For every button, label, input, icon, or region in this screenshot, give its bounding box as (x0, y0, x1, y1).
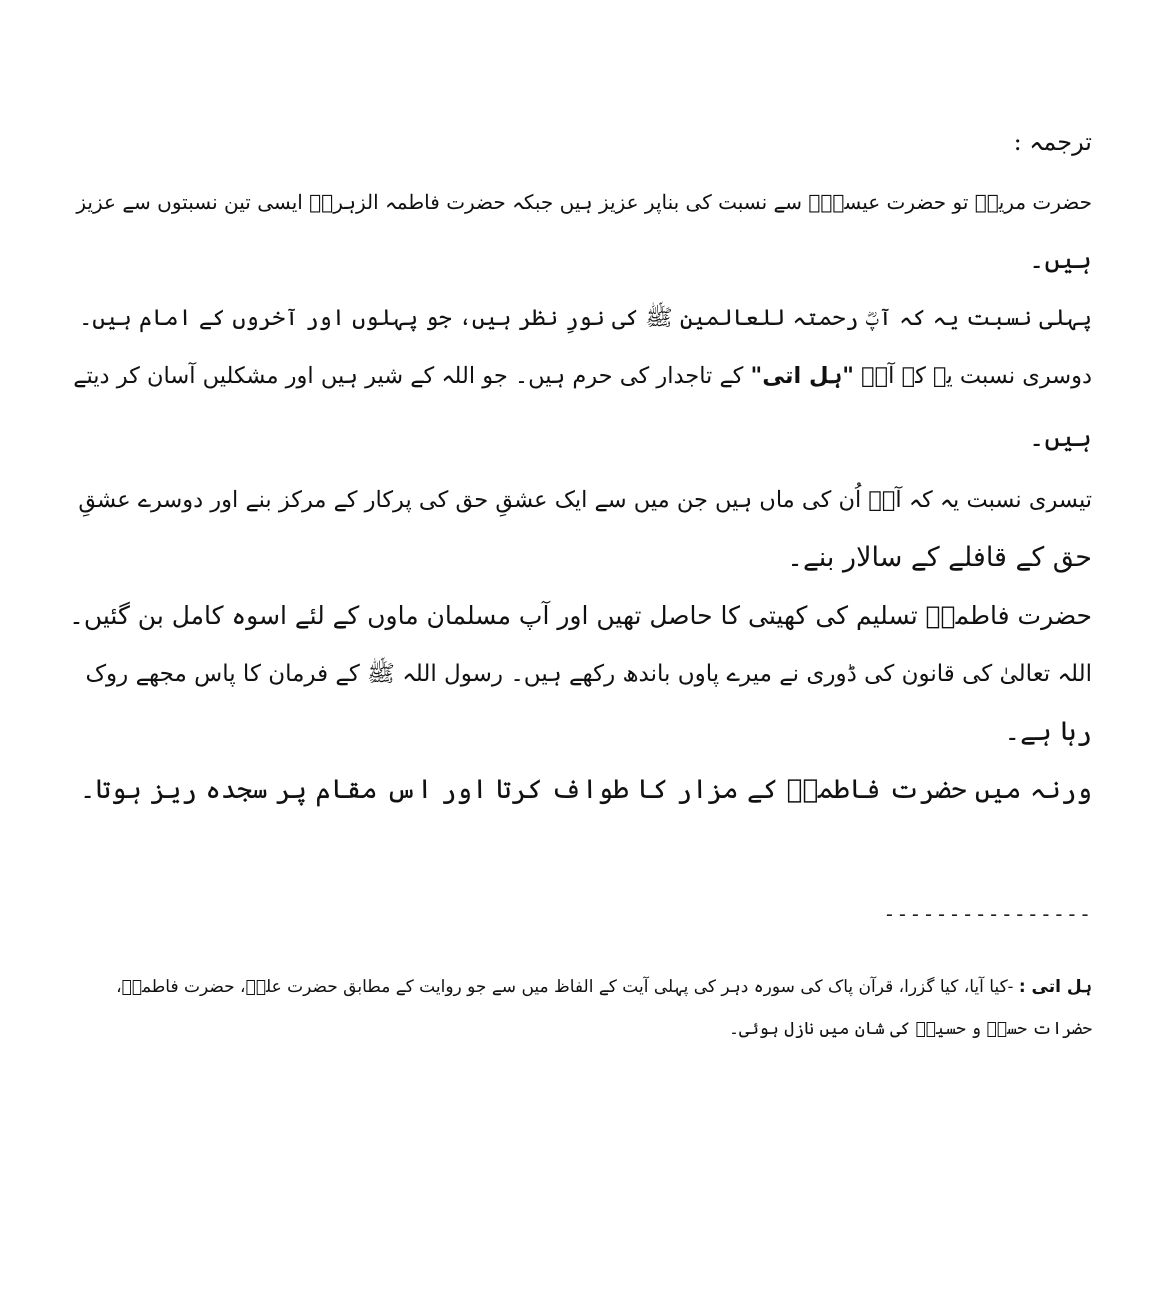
paragraph-line-8: حضرت فاطمہؓ تسلیم کی کھیتی کا حاصل تھیں اور آپ مسلمان ماوں کے لئے اسوہ کامل بن گئیں۔ (69, 601, 1092, 630)
footnote-line-1 (66, 972, 1092, 1002)
paragraph-line-3: پہلی نسبت یہ کہ آپؓ رحمتہ للعالمین ﷺ کی نورِ نظر ہیں، جو پہلوں اور آخروں کے امام ہیں۔ (79, 305, 1092, 331)
paragraph-line-4 (66, 356, 1092, 396)
document-page (66, 0, 1092, 1308)
footnote-divider: ---------------- (883, 902, 1092, 926)
translation-heading: ترجمہ : (1013, 128, 1092, 156)
footnote-term: ہل اتی : (1018, 977, 1092, 997)
paragraph-line-7: حق کے قافلے کے سالار بنے۔ (787, 542, 1092, 573)
paragraph-line-1: حضرت مریمؑ تو حضرت عیسیٰؑ سے نسبت کی بناپر عزیز ہیں جبکہ حضرت فاطمہ الزہرہؓ ایسی تین نسبتوں سے عزیز (76, 190, 1092, 214)
paragraph-line-9: اللہ تعالیٰ کی قانون کی ڈوری نے میرے پاوں باندھ رکھے ہیں۔ رسول اللہ ﷺ کے فرمان کا پاس مجھے روک (85, 661, 1092, 687)
footnote-line-2: حضرات حسنؑ و حسینؑ کی شان میں نازل ہوئی۔ (729, 1019, 1092, 1039)
paragraph-line-2: ہیں۔ (1028, 244, 1092, 275)
paragraph-line-5: ہیں۔ (1028, 422, 1092, 453)
line-4-suffix: کے تاجدار کی حرم ہیں۔ جو اللہ کے شیر ہیں اور مشکلیں آسان کر دیتے (73, 363, 744, 389)
paragraph-line-6: تیسری نسبت یہ کہ آپؓ اُن کی ماں ہیں جن میں سے ایک عشقِ حق کی پرکار کے مرکز بنے اور دوسرے عشقِ (78, 487, 1092, 513)
footnote-line-1-text: -کیا آیا، کیا گزرا، قرآن پاک کی سورہ دہر کی پہلی آیت کے الفاظ میں سے جو روایت کے مطابق حضرت علیؑ، حضرت فاطمہؓ، (116, 977, 1014, 997)
hal-ata-term: "ہل اتی" (750, 363, 855, 389)
line-4-prefix: دوسری نسبت یہ کہ آپؓ (861, 363, 1092, 389)
paragraph-line-11: ورنہ میں حضرت فاطمہؓ کے مزار کا طواف کرتا اور اس مقام پر سجدہ ریز ہوتا۔ (79, 774, 1092, 805)
paragraph-line-10: رہا ہے۔ (1004, 716, 1092, 747)
